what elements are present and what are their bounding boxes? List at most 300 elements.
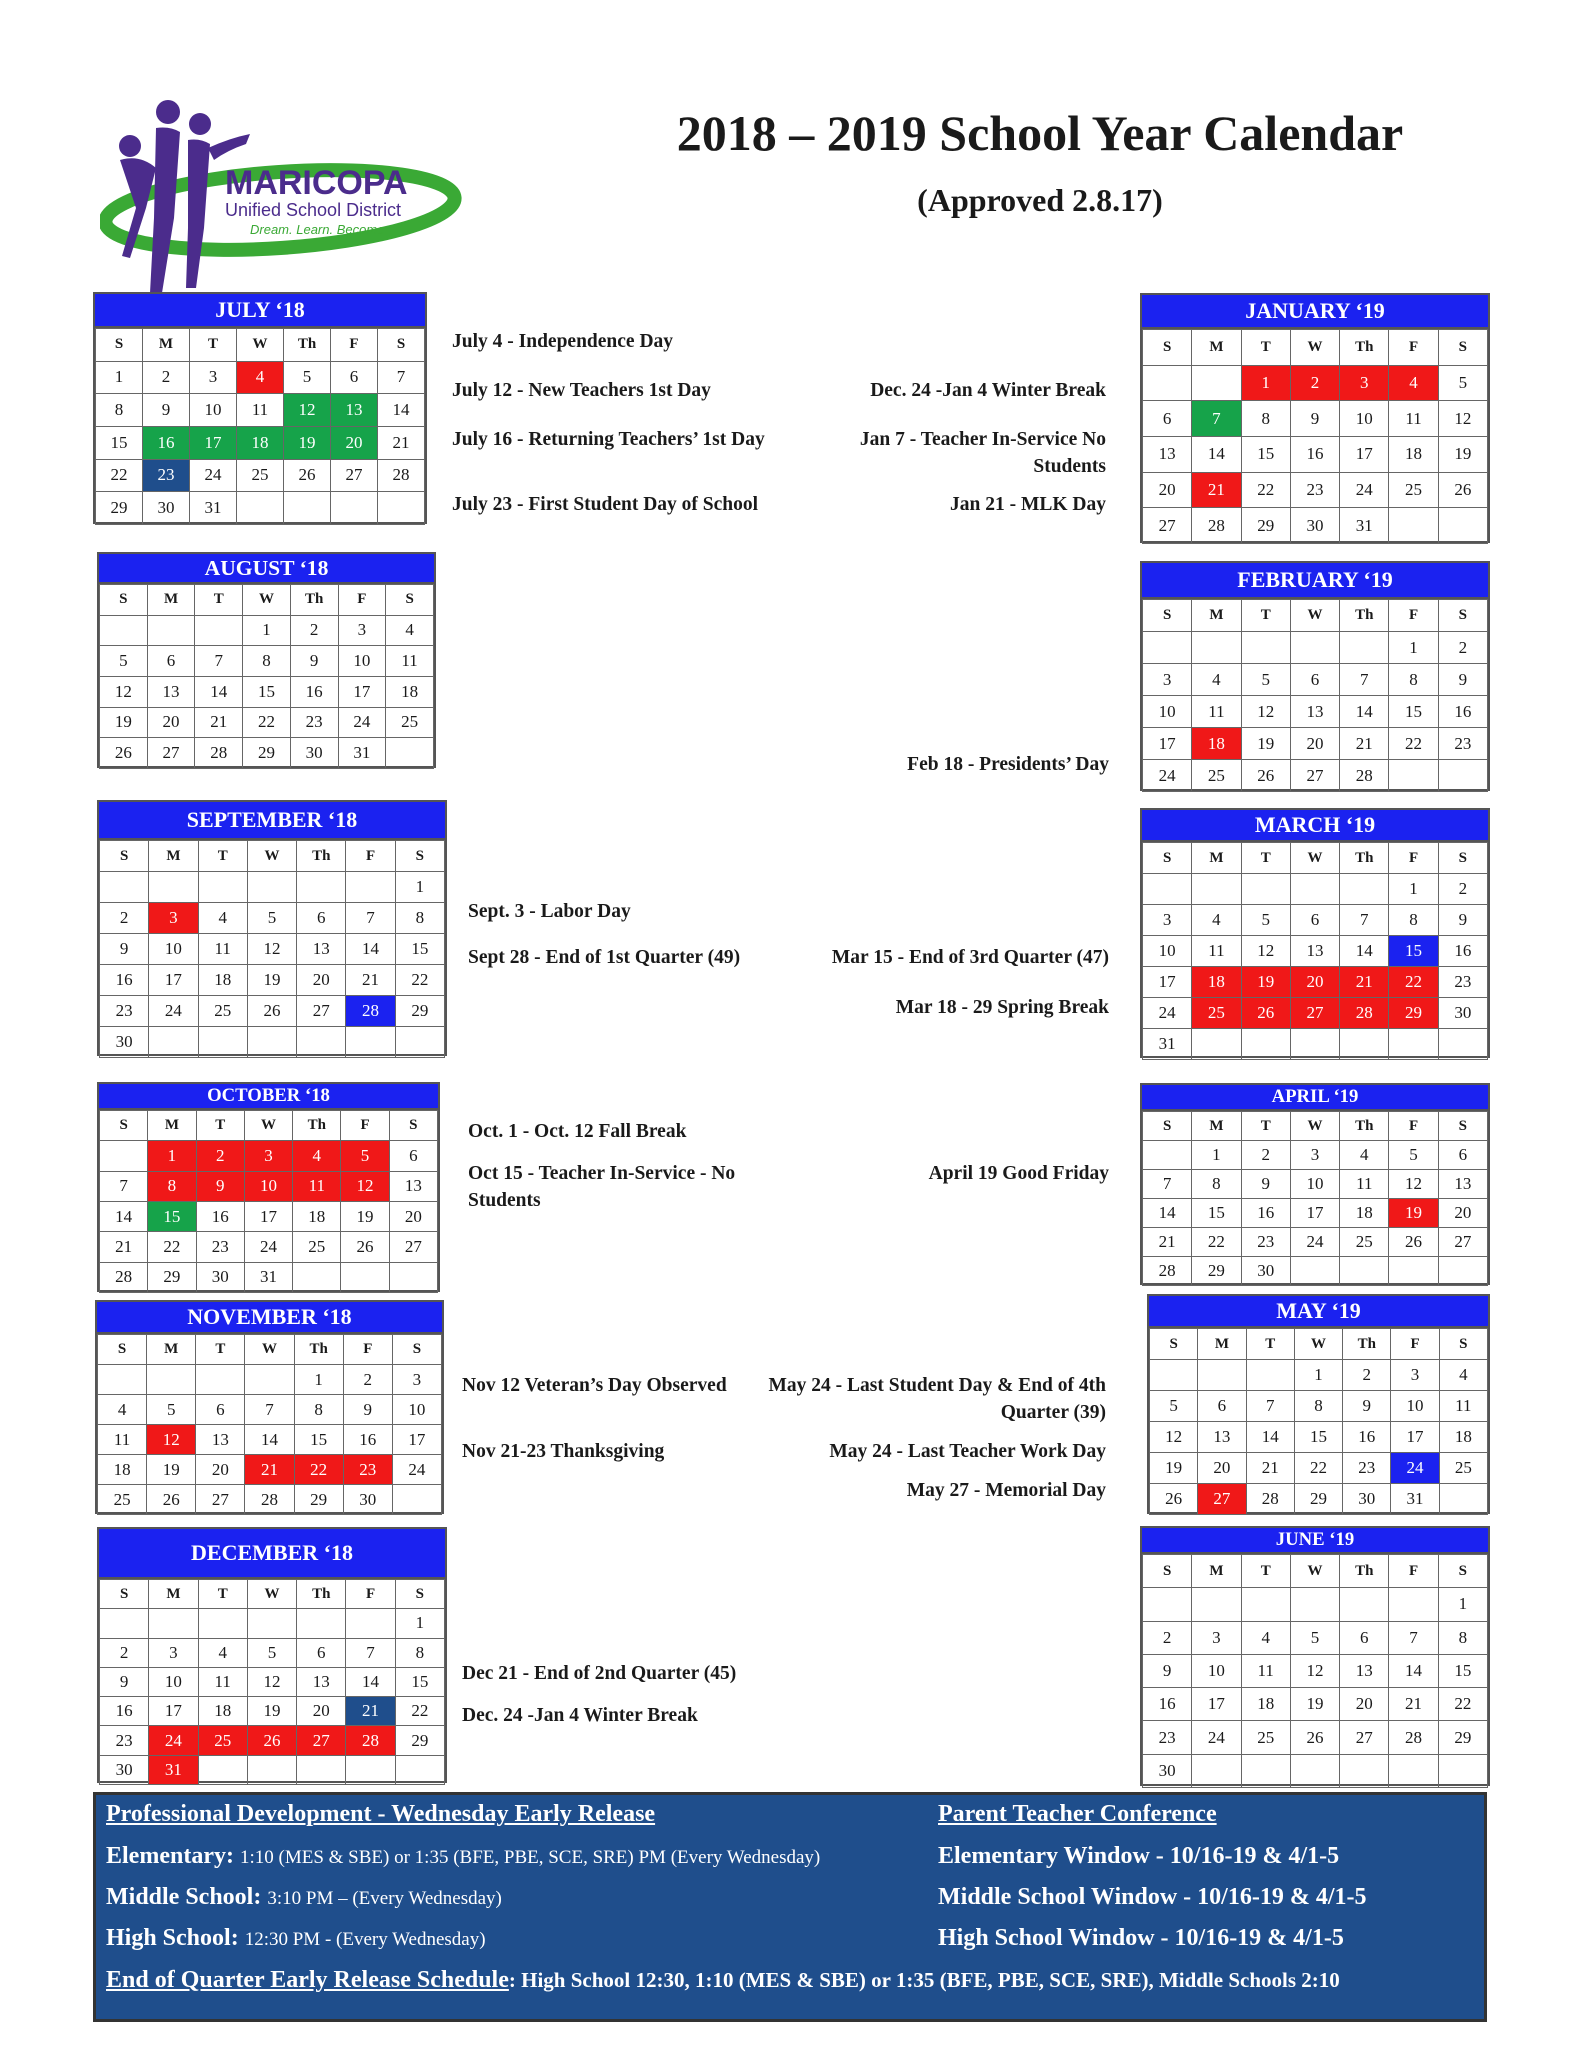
day-cell: 3	[149, 903, 198, 934]
day-cell: 26	[1389, 1228, 1438, 1257]
weekday-header: M	[147, 585, 195, 616]
day-cell: 23	[343, 1455, 392, 1485]
weekday-header: T	[1241, 1112, 1290, 1141]
event-note: Sept 28 - End of 1st Quarter (49)	[468, 947, 741, 968]
day-cell: 29	[1192, 1257, 1241, 1286]
day-cell: 12	[1438, 401, 1487, 437]
weekday-header: W	[237, 329, 284, 362]
day-cell: 24	[392, 1455, 441, 1485]
day-cell: 27	[1198, 1484, 1246, 1515]
empty-day-cell	[1290, 1754, 1339, 1787]
day-cell: 20	[297, 965, 346, 996]
empty-day-cell	[1438, 1754, 1487, 1787]
day-cell: 26	[147, 1485, 196, 1515]
empty-day-cell	[196, 1365, 245, 1395]
weekday-header: M	[1192, 330, 1241, 366]
day-cell: 21	[195, 707, 243, 738]
day-cell: 19	[247, 965, 296, 996]
empty-day-cell	[1241, 874, 1290, 905]
day-cell: 7	[378, 361, 425, 394]
day-cell: 3	[1290, 1141, 1339, 1170]
day-cell: 16	[343, 1425, 392, 1455]
weekday-header: M	[149, 1580, 198, 1609]
day-cell: 18	[98, 1455, 147, 1485]
day-cell: 8	[243, 646, 291, 677]
empty-day-cell	[1438, 760, 1487, 792]
month-grid	[1142, 1111, 1488, 1286]
empty-day-cell	[1438, 508, 1487, 544]
day-cell: 28	[1389, 1721, 1438, 1754]
day-cell: 7	[1192, 401, 1241, 437]
day-cell: 22	[1389, 728, 1438, 760]
day-cell: 16	[1438, 696, 1487, 728]
day-cell: 3	[1192, 1621, 1241, 1654]
month-grid	[97, 1334, 442, 1515]
day-cell: 1	[395, 872, 444, 903]
day-cell: 30	[290, 738, 338, 769]
day-cell: 15	[1241, 436, 1290, 472]
day-cell: 14	[100, 1201, 148, 1231]
day-cell: 23	[100, 1726, 149, 1755]
weekday-header: W	[1290, 843, 1339, 874]
day-cell: 2	[1290, 365, 1339, 401]
day-cell: 23	[100, 996, 149, 1027]
day-cell: 15	[1192, 1199, 1241, 1228]
weekday-header: T	[196, 1335, 245, 1365]
day-cell: 25	[1340, 1228, 1389, 1257]
day-cell: 22	[1389, 967, 1438, 998]
empty-day-cell	[198, 1027, 247, 1058]
day-cell: 27	[389, 1232, 437, 1262]
day-cell: 8	[1294, 1391, 1342, 1422]
day-cell: 17	[338, 676, 386, 707]
day-cell: 4	[1439, 1360, 1487, 1391]
event-note: July 4 - Independence Day	[452, 331, 674, 352]
month-calendar-december	[97, 1527, 447, 1783]
day-cell: 15	[148, 1201, 196, 1231]
day-cell: 9	[100, 1667, 149, 1696]
day-cell: 26	[247, 996, 296, 1027]
day-cell: 17	[149, 1697, 198, 1726]
day-cell: 2	[196, 1141, 244, 1171]
day-cell: 18	[1439, 1422, 1487, 1453]
empty-day-cell	[1438, 1257, 1487, 1286]
day-cell: 17	[1192, 1688, 1241, 1721]
day-cell: 30	[1241, 1257, 1290, 1286]
empty-day-cell	[284, 492, 331, 525]
logo-name: MARICOPA	[225, 164, 408, 202]
empty-day-cell	[147, 615, 195, 646]
day-cell: 30	[100, 1027, 149, 1058]
day-cell: 31	[1391, 1484, 1439, 1515]
day-cell: 6	[389, 1141, 437, 1171]
day-cell: 31	[190, 492, 237, 525]
day-cell: 14	[346, 934, 395, 965]
day-cell: 10	[392, 1395, 441, 1425]
empty-day-cell	[346, 1755, 395, 1784]
month-title: JULY ‘18	[95, 294, 425, 328]
day-cell: 18	[1241, 1688, 1290, 1721]
weekday-header: T	[190, 329, 237, 362]
empty-day-cell	[245, 1365, 294, 1395]
empty-day-cell	[386, 738, 434, 769]
event-note: Dec. 24 -Jan 4 Winter Break	[462, 1705, 698, 1726]
empty-day-cell	[1340, 874, 1389, 905]
weekday-header: F	[338, 585, 386, 616]
day-cell: 24	[1290, 1228, 1339, 1257]
empty-day-cell	[1241, 1588, 1290, 1621]
empty-day-cell	[1290, 1257, 1339, 1286]
weekday-header: S	[1143, 600, 1192, 632]
day-cell: 24	[1391, 1453, 1439, 1484]
day-cell: 13	[297, 1667, 346, 1696]
event-note: May 27 - Memorial Day	[906, 1480, 1106, 1501]
weekday-header: W	[247, 841, 296, 872]
empty-day-cell	[1143, 365, 1192, 401]
weekday-header: S	[395, 841, 444, 872]
day-cell: 30	[1343, 1484, 1391, 1515]
day-cell: 9	[1343, 1391, 1391, 1422]
empty-day-cell	[297, 1609, 346, 1638]
day-cell: 19	[100, 707, 148, 738]
day-cell: 12	[1290, 1654, 1339, 1687]
day-cell: 27	[297, 1726, 346, 1755]
day-cell: 28	[378, 459, 425, 492]
weekday-header: T	[198, 841, 247, 872]
day-cell: 19	[1241, 967, 1290, 998]
day-cell: 25	[1192, 998, 1241, 1029]
pd-middle-text: 3:10 PM – (Every Wednesday)	[267, 1888, 502, 1909]
day-cell: 18	[293, 1201, 341, 1231]
day-cell: 20	[1290, 728, 1339, 760]
weekday-header: S	[96, 329, 143, 362]
day-cell: 1	[395, 1609, 444, 1638]
day-cell: 23	[196, 1232, 244, 1262]
day-cell: 20	[1340, 1688, 1389, 1721]
day-cell: 9	[1290, 401, 1339, 437]
weekday-header: S	[389, 1111, 437, 1141]
empty-day-cell	[247, 872, 296, 903]
weekday-header: F	[1389, 330, 1438, 366]
weekday-header: S	[1438, 1555, 1487, 1588]
day-cell: 23	[1438, 967, 1487, 998]
weekday-header: W	[1290, 600, 1339, 632]
day-cell: 15	[243, 676, 291, 707]
empty-day-cell	[100, 1141, 148, 1171]
day-cell: 1	[1438, 1588, 1487, 1621]
empty-day-cell	[147, 1365, 196, 1395]
weekday-header: S	[100, 1111, 148, 1141]
day-cell: 16	[100, 965, 149, 996]
day-cell: 22	[148, 1232, 196, 1262]
day-cell: 30	[100, 1755, 149, 1784]
weekday-header: Th	[297, 841, 346, 872]
event-note: July 23 - First Student Day of School	[452, 494, 759, 515]
day-cell: 25	[1389, 472, 1438, 508]
empty-day-cell	[1192, 365, 1241, 401]
day-cell: 9	[100, 934, 149, 965]
day-cell: 5	[1438, 365, 1487, 401]
day-cell: 10	[1290, 1170, 1339, 1199]
day-cell: 17	[1143, 967, 1192, 998]
day-cell: 24	[1143, 760, 1192, 792]
day-cell: 9	[1143, 1654, 1192, 1687]
day-cell: 23	[1290, 472, 1339, 508]
day-cell: 31	[244, 1262, 292, 1292]
ptc-high: High School Window - 10/16-19 & 4/1-5	[938, 1925, 1344, 1951]
day-cell: 27	[1143, 508, 1192, 544]
day-cell: 13	[1438, 1170, 1487, 1199]
day-cell: 31	[1143, 1029, 1192, 1060]
day-cell: 1	[294, 1365, 343, 1395]
day-cell: 9	[1438, 664, 1487, 696]
day-cell: 29	[243, 738, 291, 769]
month-grid	[95, 328, 425, 525]
event-note: July 16 - Returning Teachers’ 1st Day	[452, 429, 765, 450]
month-title: FEBRUARY ‘19	[1142, 563, 1488, 599]
district-logo	[100, 98, 472, 293]
weekday-header: F	[1389, 600, 1438, 632]
empty-day-cell	[237, 492, 284, 525]
weekday-header: T	[1241, 843, 1290, 874]
day-cell: 16	[290, 676, 338, 707]
day-cell: 8	[1192, 1170, 1241, 1199]
weekday-header: M	[1192, 843, 1241, 874]
day-cell: 6	[1143, 401, 1192, 437]
day-cell: 28	[346, 996, 395, 1027]
day-cell: 12	[247, 1667, 296, 1696]
day-cell: 19	[1290, 1688, 1339, 1721]
weekday-header: M	[149, 841, 198, 872]
empty-day-cell	[149, 1609, 198, 1638]
month-title: APRIL ‘19	[1142, 1085, 1488, 1111]
month-title: AUGUST ‘18	[99, 554, 434, 584]
month-title: NOVEMBER ‘18	[97, 1302, 442, 1334]
empty-day-cell	[1290, 632, 1339, 664]
day-cell: 10	[149, 1667, 198, 1696]
day-cell: 13	[297, 934, 346, 965]
month-calendar-march	[1140, 808, 1490, 1058]
month-grid	[1142, 329, 1488, 544]
day-cell: 12	[1241, 696, 1290, 728]
empty-day-cell	[1241, 1029, 1290, 1060]
event-note: April 19 Good Friday	[928, 1163, 1109, 1184]
day-cell: 17	[190, 426, 237, 459]
day-cell: 20	[1143, 472, 1192, 508]
day-cell: 18	[1192, 728, 1241, 760]
empty-day-cell	[1290, 1588, 1339, 1621]
logo-tagline: Dream. Learn. Become.	[250, 222, 389, 237]
empty-day-cell	[346, 1027, 395, 1058]
empty-day-cell	[1192, 1588, 1241, 1621]
day-cell: 14	[378, 394, 425, 427]
day-cell: 4	[198, 1638, 247, 1667]
day-cell: 19	[1241, 728, 1290, 760]
empty-day-cell	[1290, 1029, 1339, 1060]
day-cell: 26	[1241, 760, 1290, 792]
event-note: May 24 - Last Teacher Work Day	[829, 1441, 1106, 1462]
day-cell: 27	[1438, 1228, 1487, 1257]
day-cell: 25	[198, 996, 247, 1027]
day-cell: 20	[196, 1455, 245, 1485]
event-note: Jan 21 - MLK Day	[950, 494, 1106, 515]
day-cell: 8	[1389, 664, 1438, 696]
day-cell: 18	[198, 1697, 247, 1726]
pd-title: Professional Development - Wednesday Early Release	[106, 1801, 656, 1827]
day-cell: 14	[1340, 936, 1389, 967]
day-cell: 13	[196, 1425, 245, 1455]
weekday-header: M	[147, 1335, 196, 1365]
day-cell: 6	[196, 1395, 245, 1425]
pd-elementary	[106, 1843, 820, 1870]
empty-day-cell	[395, 1755, 444, 1784]
day-cell: 9	[290, 646, 338, 677]
empty-day-cell	[297, 1027, 346, 1058]
empty-day-cell	[247, 1755, 296, 1784]
weekday-header: S	[100, 1580, 149, 1609]
day-cell: 11	[1192, 696, 1241, 728]
empty-day-cell	[1389, 1754, 1438, 1787]
weekday-header: M	[1192, 1112, 1241, 1141]
weekday-header: S	[1143, 330, 1192, 366]
day-cell: 5	[1290, 1621, 1339, 1654]
day-cell: 29	[1438, 1721, 1487, 1754]
month-title: JUNE ‘19	[1142, 1528, 1488, 1554]
day-cell: 15	[1389, 936, 1438, 967]
day-cell: 15	[1438, 1654, 1487, 1687]
day-cell: 15	[96, 426, 143, 459]
month-grid	[99, 584, 434, 769]
day-cell: 17	[149, 965, 198, 996]
day-cell: 6	[1198, 1391, 1246, 1422]
day-cell: 25	[293, 1232, 341, 1262]
day-cell: 19	[1438, 436, 1487, 472]
logo-line2: Unified School District	[225, 200, 402, 220]
day-cell: 30	[1438, 998, 1487, 1029]
day-cell: 20	[1290, 967, 1339, 998]
event-note: Mar 18 - 29 Spring Break	[895, 997, 1109, 1018]
day-cell: 2	[1343, 1360, 1391, 1391]
day-cell: 20	[331, 426, 378, 459]
day-cell: 21	[1340, 728, 1389, 760]
day-cell: 6	[1290, 664, 1339, 696]
day-cell: 18	[237, 426, 284, 459]
day-cell: 20	[1438, 1199, 1487, 1228]
day-cell: 24	[149, 996, 198, 1027]
day-cell: 18	[1389, 436, 1438, 472]
day-cell: 4	[237, 361, 284, 394]
day-cell: 11	[293, 1171, 341, 1201]
month-grid	[99, 1579, 445, 1785]
day-cell: 17	[1143, 728, 1192, 760]
day-cell: 21	[1340, 967, 1389, 998]
month-calendar-october	[97, 1082, 440, 1292]
day-cell: 28	[245, 1485, 294, 1515]
day-cell: 12	[1389, 1170, 1438, 1199]
day-cell: 1	[1241, 365, 1290, 401]
day-cell: 10	[1143, 696, 1192, 728]
day-cell: 27	[196, 1485, 245, 1515]
day-cell: 9	[1438, 905, 1487, 936]
weekday-header: M	[143, 329, 190, 362]
day-cell: 24	[1143, 998, 1192, 1029]
weekday-header: W	[245, 1335, 294, 1365]
weekday-header: F	[331, 329, 378, 362]
day-cell: 22	[1192, 1228, 1241, 1257]
event-note: Mar 15 - End of 3rd Quarter (47)	[831, 947, 1109, 968]
weekday-header: T	[198, 1580, 247, 1609]
weekday-header: Th	[1340, 330, 1389, 366]
day-cell: 29	[395, 1726, 444, 1755]
day-cell: 24	[149, 1726, 198, 1755]
weekday-header: W	[247, 1580, 296, 1609]
day-cell: 2	[1143, 1621, 1192, 1654]
day-cell: 29	[148, 1262, 196, 1292]
day-cell: 6	[1340, 1621, 1389, 1654]
day-cell: 3	[190, 361, 237, 394]
day-cell: 6	[297, 1638, 346, 1667]
weekday-header: Th	[1340, 1112, 1389, 1141]
day-cell: 5	[247, 903, 296, 934]
day-cell: 23	[290, 707, 338, 738]
event-note: Jan 7 - Teacher In-Service No Students	[859, 429, 1106, 477]
weekday-header: Th	[1340, 843, 1389, 874]
weekday-header: S	[100, 585, 148, 616]
day-cell: 27	[297, 996, 346, 1027]
empty-day-cell	[247, 1027, 296, 1058]
day-cell: 20	[1198, 1453, 1246, 1484]
day-cell: 22	[1438, 1688, 1487, 1721]
day-cell: 16	[143, 426, 190, 459]
day-cell: 3	[1143, 905, 1192, 936]
day-cell: 11	[386, 646, 434, 677]
day-cell: 28	[1246, 1484, 1294, 1515]
day-cell: 26	[100, 738, 148, 769]
weekday-header: W	[243, 585, 291, 616]
day-cell: 5	[1150, 1391, 1198, 1422]
month-calendar-august	[97, 552, 436, 768]
day-cell: 13	[147, 676, 195, 707]
month-grid	[1142, 842, 1488, 1060]
day-cell: 8	[395, 903, 444, 934]
month-title: MAY ‘19	[1149, 1296, 1488, 1328]
day-cell: 6	[147, 646, 195, 677]
day-cell: 17	[244, 1201, 292, 1231]
day-cell: 30	[143, 492, 190, 525]
day-cell: 2	[1438, 632, 1487, 664]
day-cell: 15	[395, 934, 444, 965]
day-cell: 7	[195, 646, 243, 677]
empty-day-cell	[1192, 874, 1241, 905]
pd-elementary-text: 1:10 (MES & SBE) or 1:35 (BFE, PBE, SCE, SRE) PM (Every Wednesday)	[239, 1847, 821, 1868]
day-cell: 7	[1246, 1391, 1294, 1422]
month-calendar-april	[1140, 1083, 1490, 1285]
day-cell: 17	[1340, 436, 1389, 472]
weekday-header: M	[1198, 1329, 1246, 1360]
day-cell: 4	[1192, 664, 1241, 696]
day-cell: 3	[392, 1365, 441, 1395]
day-cell: 2	[343, 1365, 392, 1395]
weekday-header: M	[1192, 600, 1241, 632]
empty-day-cell	[100, 615, 148, 646]
empty-day-cell	[100, 872, 149, 903]
day-cell: 15	[1389, 696, 1438, 728]
day-cell: 19	[284, 426, 331, 459]
empty-day-cell	[1246, 1360, 1294, 1391]
day-cell: 30	[1143, 1754, 1192, 1787]
day-cell: 9	[196, 1171, 244, 1201]
weekday-header: Th	[1343, 1329, 1391, 1360]
